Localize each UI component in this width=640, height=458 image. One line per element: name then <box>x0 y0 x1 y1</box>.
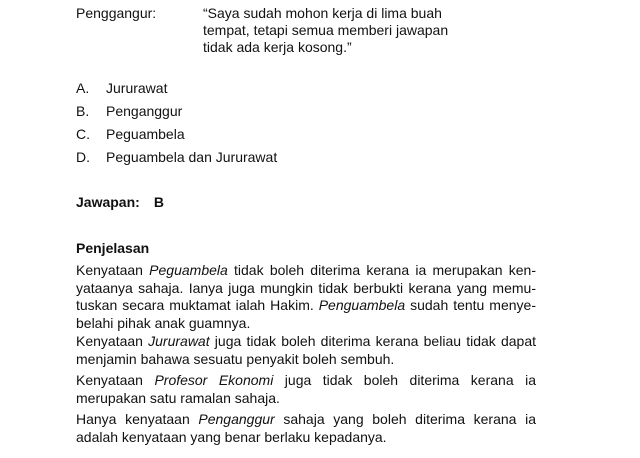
paragraph-line: Kenyataan Jururawat juga tidak boleh diterima kerana beliau tidak dapat <box>76 333 536 349</box>
paragraph-line: yataanya sahaja. Ianya juga mungkin tidak berbukti kerana yang memu- <box>76 279 536 296</box>
option-letter: A. <box>76 80 90 96</box>
option-b <box>76 102 182 120</box>
option-text: Jururawat <box>106 80 168 96</box>
paragraph-line: merupakan satu ramalan sahaja. <box>76 389 280 406</box>
option-text: Penganggur <box>106 103 183 119</box>
explanation-paragraph-2 <box>76 333 536 368</box>
quote-line: tidak ada kerja kosong.” <box>203 39 352 55</box>
explanation-heading: Penjelasan <box>76 240 150 256</box>
term-jururawat: Jururawat <box>148 333 210 349</box>
speaker-label: Penggangur: <box>76 5 157 21</box>
term-penguambela: Penguambela <box>318 297 406 313</box>
term-peguambela: Peguambela <box>149 262 228 278</box>
paragraph-line: adalah kenyataan yang benar berlaku kepadanya. <box>76 428 387 445</box>
option-letter: D. <box>76 149 90 165</box>
answer-label: Jawapan: <box>76 194 140 210</box>
answer-value: B <box>153 194 164 210</box>
explanation-paragraph-4 <box>76 411 536 446</box>
explanation-paragraph-1 <box>76 262 536 332</box>
term-profesor-ekonomi: Profesor Ekonomi <box>154 372 274 388</box>
answer-line <box>76 194 164 210</box>
term-penganggur: Penganggur <box>198 411 275 427</box>
quote-line: tempat, tetapi semua memberi jawapan <box>203 22 449 38</box>
explanation-paragraph-3 <box>76 372 536 407</box>
option-text: Peguambela <box>106 126 185 142</box>
option-d <box>76 148 277 166</box>
option-c <box>76 125 185 143</box>
speaker-quote <box>203 5 468 56</box>
option-a <box>76 79 167 97</box>
paragraph-line: Hanya kenyataan Penganggur sahaja yang boleh diterima kerana ia <box>76 411 536 427</box>
paragraph-line: Kenyataan Peguambela tidak boleh diterima kerana ia merupakan ken- <box>76 262 536 278</box>
option-letter: B. <box>76 103 90 119</box>
paragraph-line: menjamin bahawa sesuatu penyakit boleh sembuh. <box>76 350 395 367</box>
paragraph-line: tuskan secara muktamat ialah Hakim. Penguambela sudah tentu menye- <box>76 297 536 313</box>
quote-line: “Saya sudah mohon kerja di lima buah <box>203 5 442 21</box>
option-text: Peguambela dan Jururawat <box>106 149 278 165</box>
paragraph-line: belahi pihak anak guamnya. <box>76 314 251 331</box>
option-letter: C. <box>76 126 90 142</box>
paragraph-line: Kenyataan Profesor Ekonomi juga tidak boleh diterima kerana ia <box>76 372 536 388</box>
